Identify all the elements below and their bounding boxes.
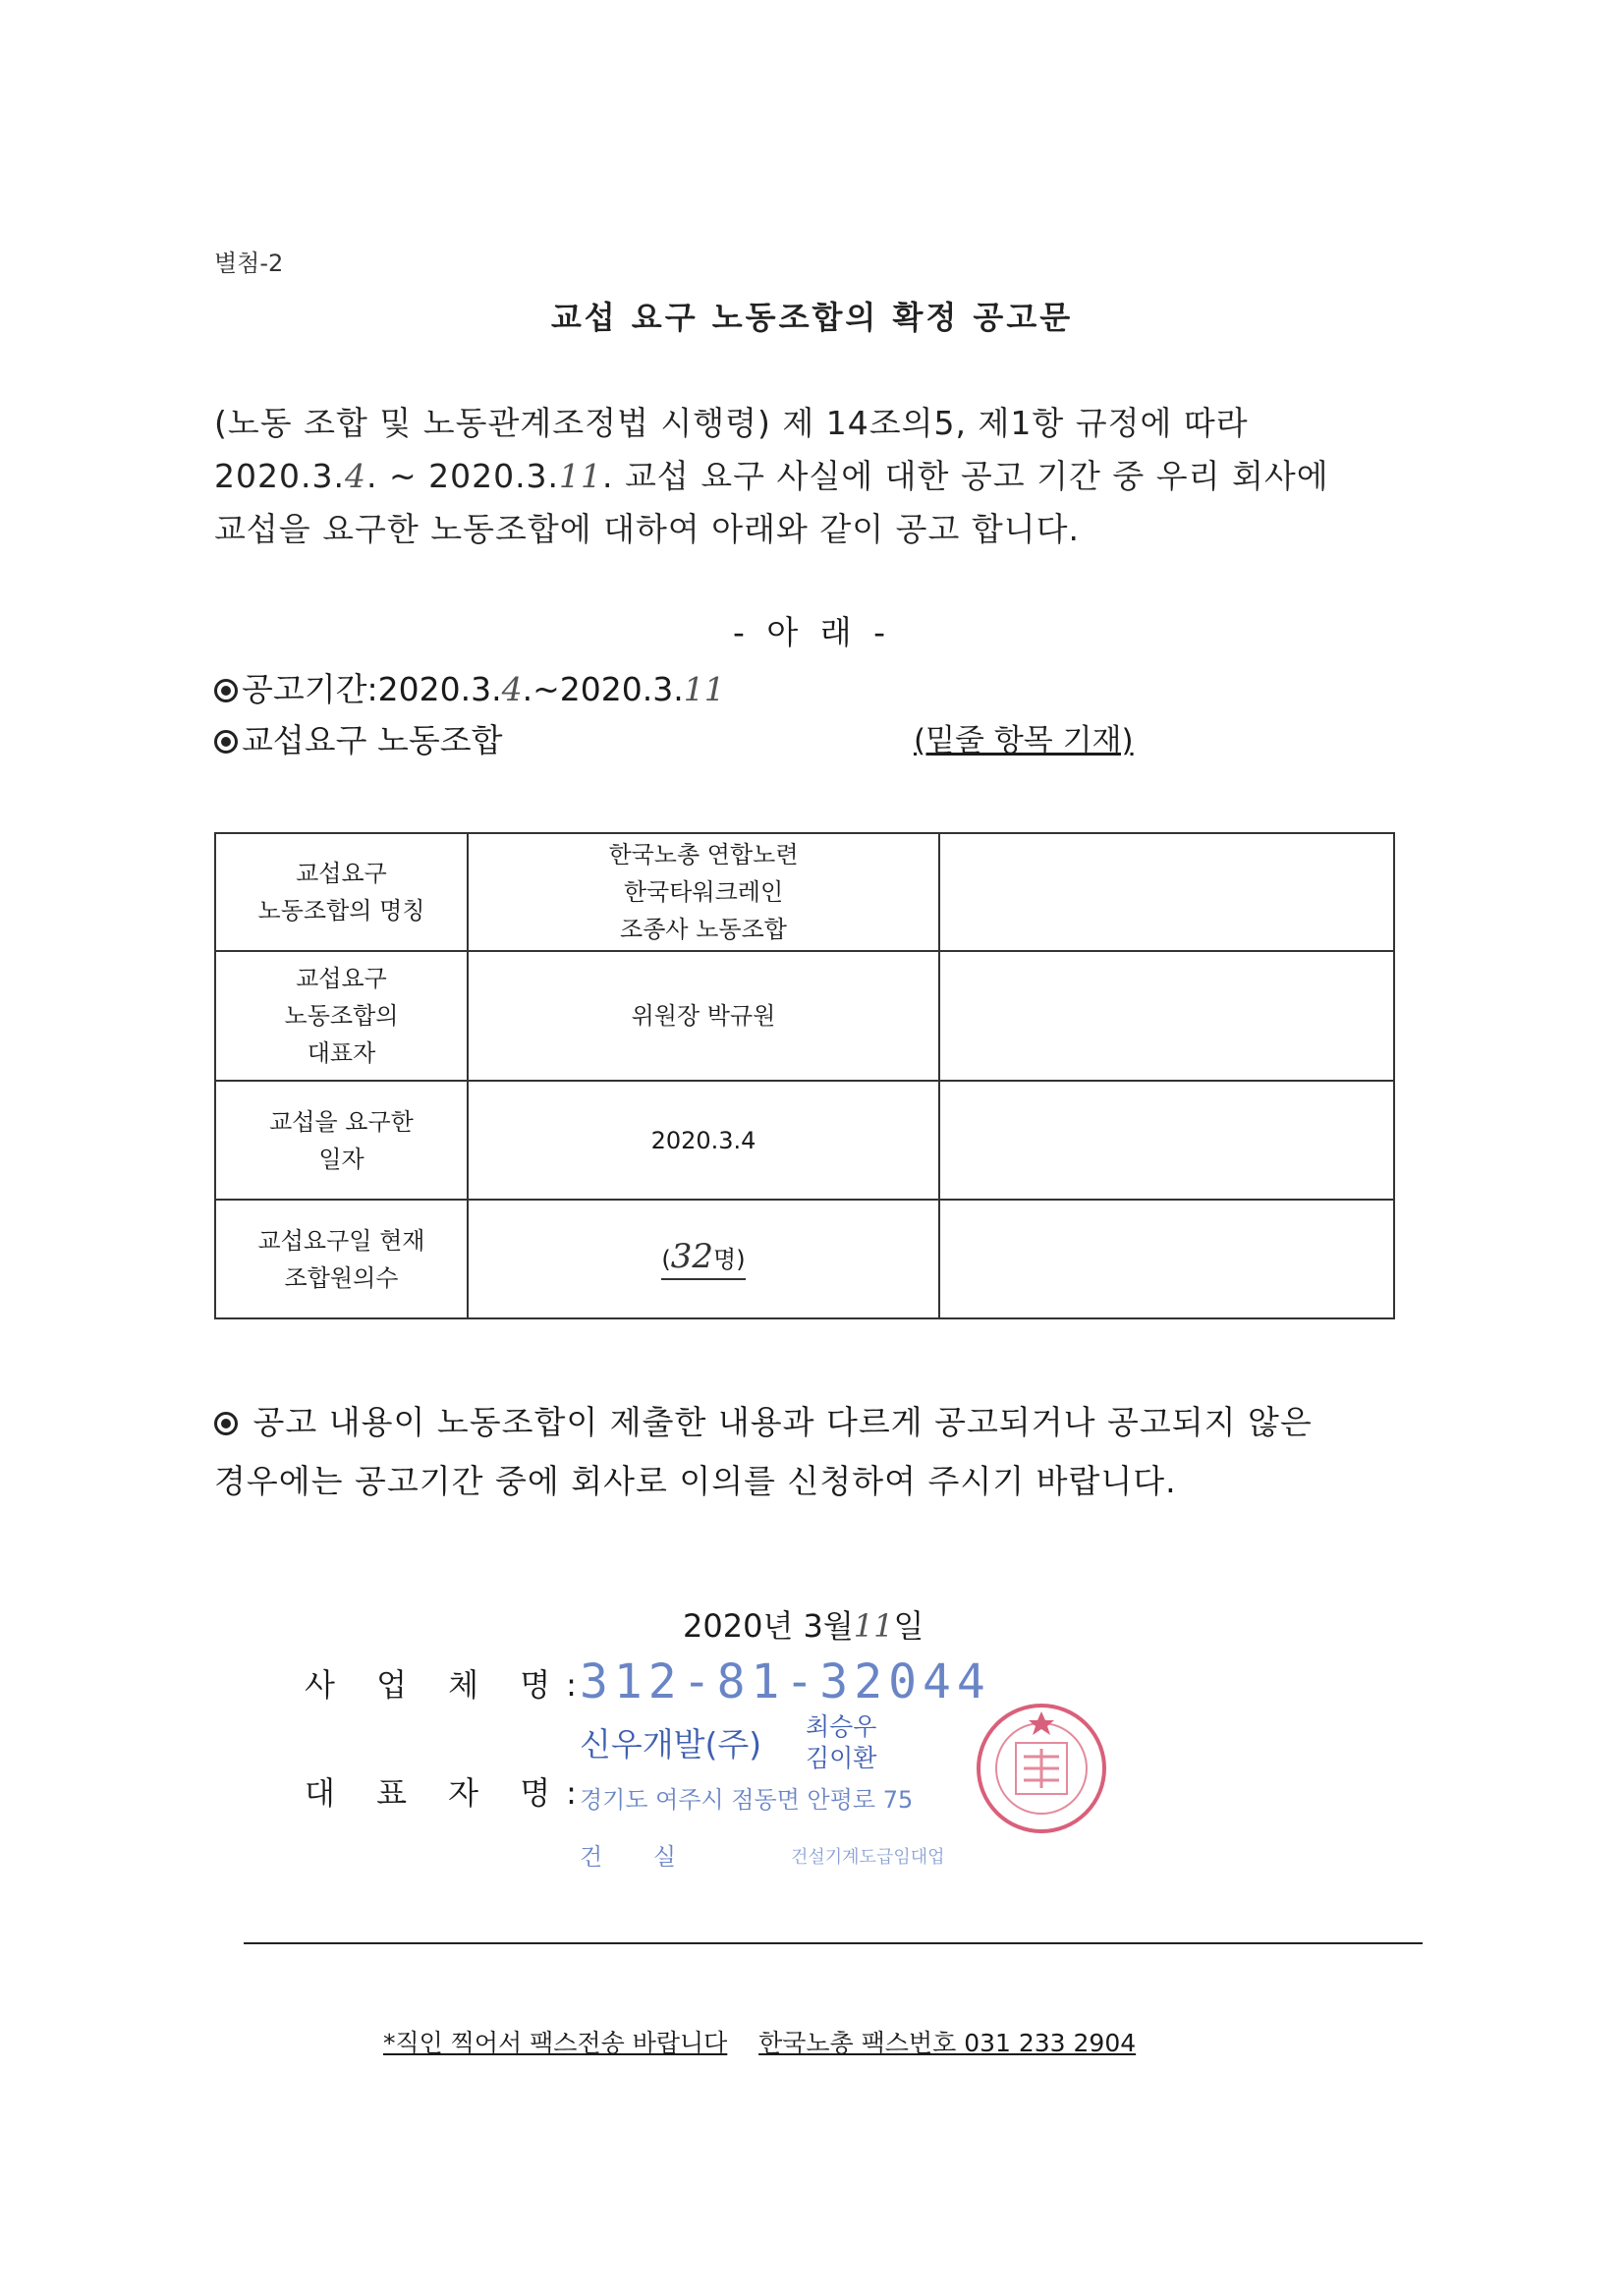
intro-line-3: 교섭을 요구한 노동조합에 대하여 아래와 같이 공고 합니다. [214, 510, 1080, 548]
blank-cell [939, 1081, 1394, 1200]
table-row [215, 1081, 1394, 1200]
representative-names-stamp: 최승우 김이환 [806, 1712, 877, 1772]
row-value: 위원장 박규원 [468, 951, 939, 1081]
subheading: - 아 래 - [732, 613, 892, 651]
intro-line-1: (노동 조합 및 노동관계조정법 시행령) 제 14조의5, 제1항 규정에 따라 [214, 404, 1249, 442]
attachment-label: 별첨-2 [214, 250, 284, 277]
union-item-note: (밑줄 항목 기재) [914, 723, 1134, 758]
union-info-table [214, 832, 1395, 1319]
business-name-label: 사 업 체 명: [305, 1666, 592, 1704]
signature-date: 2020년 3월11일 [683, 1607, 924, 1645]
handwritten-day: 4 [344, 457, 366, 495]
row-value: 2020.3.4 [468, 1081, 939, 1200]
table-row [215, 833, 1394, 951]
company-stamp: 신우개발(주) [580, 1725, 762, 1764]
intro-paragraph [214, 397, 1329, 556]
document-title: 교섭 요구 노동조합의 확정 공고문 [550, 299, 1074, 336]
objection-notice: 공고 내용이 노동조합이 제출한 내용과 다르게 공고되거나 공고되지 않은 경우에는 공고기간 중에 회사로 이의를 신청하여 주시기 바랍니다. [214, 1403, 1313, 1500]
intro-line-2: 2020.3.4. ~ 2020.3.11. 교섭 요구 사실에 대한 공고 기간 중 우리 회사에 [214, 457, 1329, 495]
divider-line [244, 1942, 982, 1944]
bullet-mark-icon [214, 730, 238, 754]
blank-cell [939, 833, 1394, 951]
representative-label: 대 표 자 명: [305, 1774, 592, 1812]
row-label: 교섭요구일 현재 조합원의수 [215, 1200, 468, 1318]
building-stamp: 건 실 [580, 1843, 698, 1871]
divider-line [982, 1942, 1423, 1944]
blank-cell [939, 1200, 1394, 1318]
row-value: (32명) [468, 1200, 939, 1318]
notice-period: 공고기간:2020.3.4.~2020.3.11 [214, 664, 725, 710]
handwritten-member-count: 32 [670, 1237, 714, 1276]
blank-cell [939, 951, 1394, 1081]
table-row [215, 951, 1394, 1081]
fax-instruction: *직인 찍어서 팩스전송 바랍니다 한국노총 팩스번호 031 233 2904 [383, 2029, 1137, 2057]
address-stamp: 경기도 여주시 점동면 안평로 75 [580, 1786, 914, 1814]
bullet-mark-icon [214, 1412, 238, 1435]
row-label: 교섭요구 노동조합의 명칭 [215, 833, 468, 951]
business-type-stamp: 건설기계도급임대업 [791, 1847, 945, 1868]
business-number-stamp: 312-81-32044 [580, 1654, 991, 1709]
table-row [215, 1200, 1394, 1318]
row-label: 교섭을 요구한 일자 [215, 1081, 468, 1200]
row-label: 교섭요구 노동조합의 대표자 [215, 951, 468, 1081]
handwritten-day: 11 [559, 457, 603, 495]
company-seal-icon [973, 1700, 1110, 1837]
row-value: 한국노총 연합노련 한국타워크레인 조종사 노동조합 [468, 833, 939, 951]
bullet-mark-icon [214, 679, 238, 702]
union-item: 교섭요구 노동조합 [214, 715, 503, 761]
fax-number: 한국노총 팩스번호 031 233 2904 [758, 2029, 1137, 2057]
